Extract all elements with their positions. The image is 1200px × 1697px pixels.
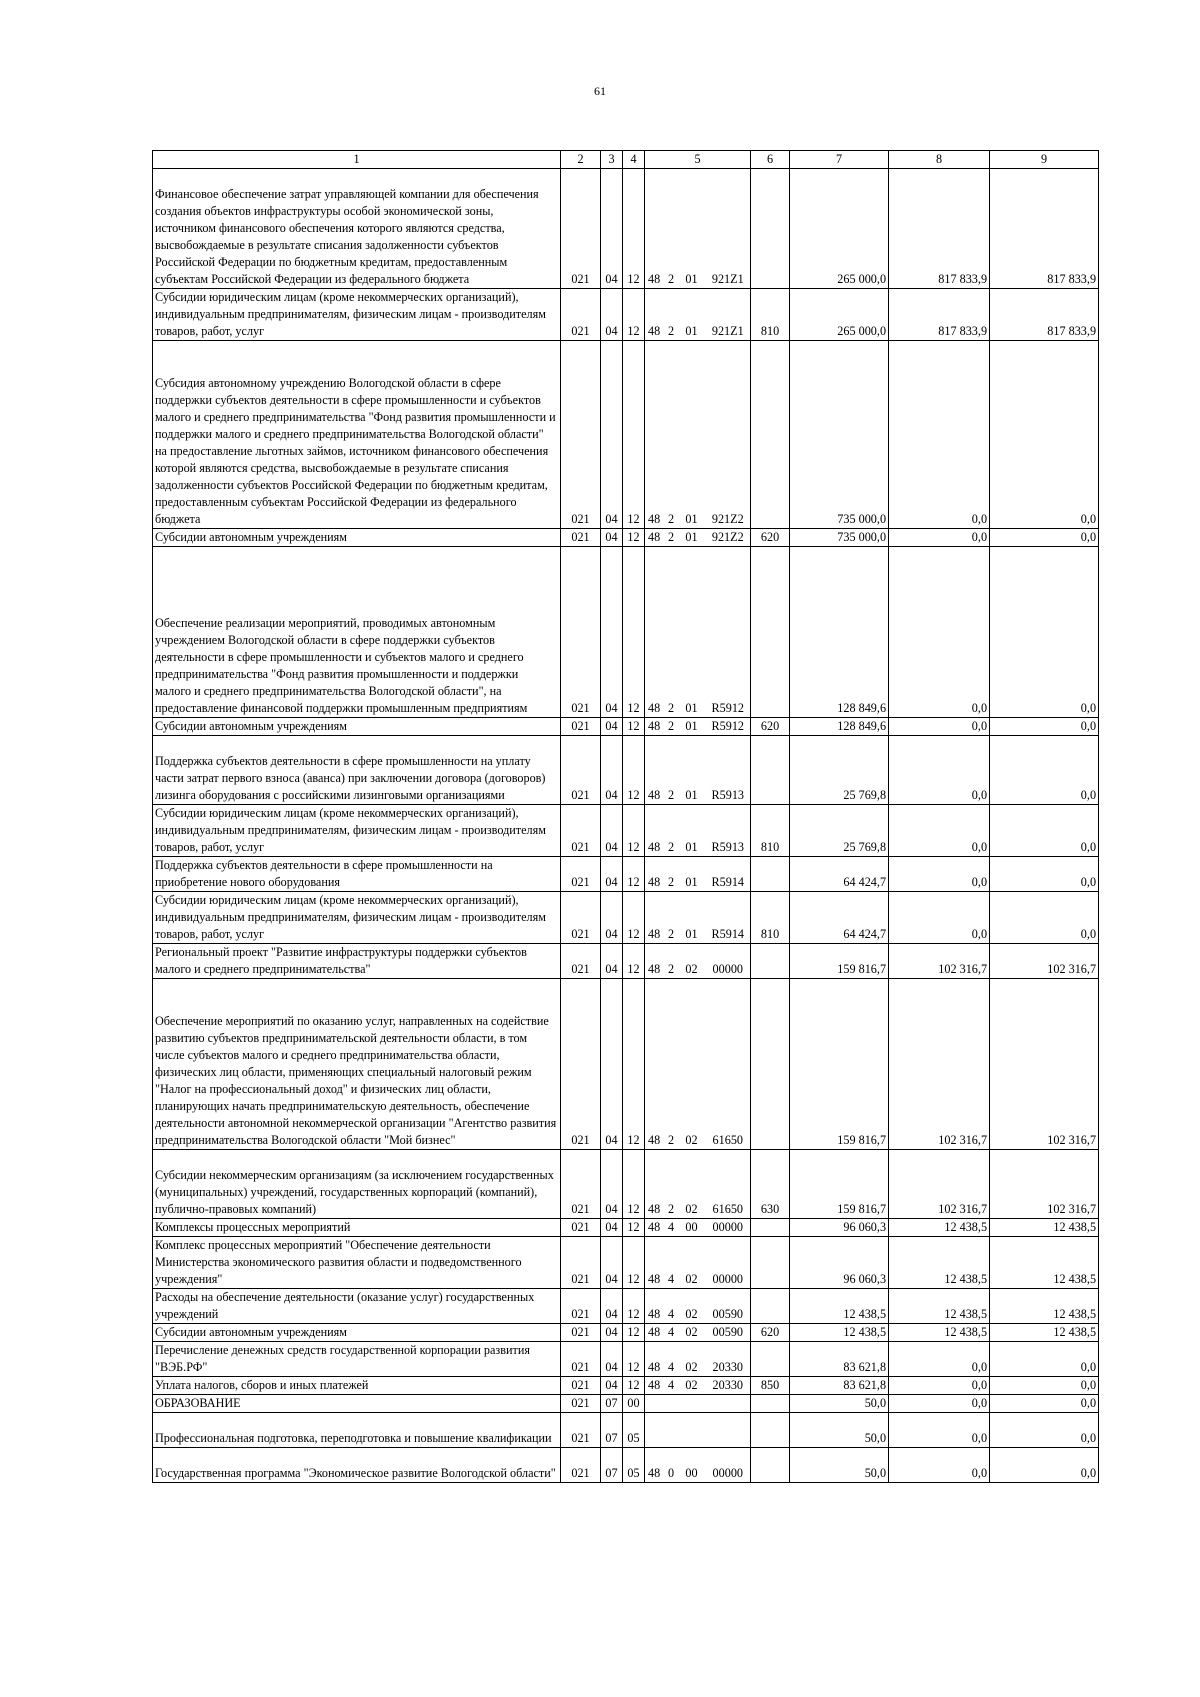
cell-grbs: 021 <box>561 857 601 892</box>
cell-grbs: 021 <box>561 1237 601 1289</box>
cell-amount-col7: 265 000,0 <box>790 289 889 341</box>
cell-amount-col8: 0,0 <box>889 857 990 892</box>
row-name: Субсидии автономным учреждениям <box>153 718 561 736</box>
cell-subsection: 12 <box>623 979 645 1150</box>
column-header-6: 6 <box>751 151 790 169</box>
cell-amount-col9: 0,0 <box>990 1448 1099 1483</box>
cell-amount-col7: 64 424,7 <box>790 857 889 892</box>
cell-subsection: 12 <box>623 1237 645 1289</box>
cell-target-subitem: 01 <box>678 289 706 341</box>
cell-amount-col9: 12 438,5 <box>990 1289 1099 1324</box>
row-name: Поддержка субъектов деятельности в сфере промышленности на уплату части затрат первого взноса (аванса) при заключении договора (договоров) лизинга оборудования с российскими лизинговыми организациями <box>153 736 561 805</box>
cell-amount-col9: 0,0 <box>990 718 1099 736</box>
cell-subsection: 12 <box>623 718 645 736</box>
cell-target-subitem: 01 <box>678 169 706 289</box>
table-header-row <box>153 151 1099 169</box>
cell-amount-col8: 102 316,7 <box>889 979 990 1150</box>
cell-subsection: 12 <box>623 341 645 529</box>
column-header-3: 3 <box>601 151 623 169</box>
row-name: Профессиональная подготовка, переподготовка и повышение квалификации <box>153 1413 561 1448</box>
cell-target-type: 4 <box>665 1219 678 1237</box>
table-row <box>153 1150 1099 1219</box>
cell-grbs: 021 <box>561 805 601 857</box>
cell-target-subitem: 00 <box>678 1448 706 1483</box>
cell-subsection: 12 <box>623 169 645 289</box>
cell-amount-col8: 0,0 <box>889 1342 990 1377</box>
cell-target-direction: 921Z2 <box>706 341 751 529</box>
cell-target-program <box>645 1413 665 1448</box>
cell-subsection: 12 <box>623 1219 645 1237</box>
cell-amount-col7: 159 816,7 <box>790 1150 889 1219</box>
cell-target-type: 4 <box>665 1324 678 1342</box>
cell-section: 04 <box>601 892 623 944</box>
cell-section: 07 <box>601 1448 623 1483</box>
table-row <box>153 289 1099 341</box>
cell-target-program: 48 <box>645 529 665 547</box>
cell-target-program: 48 <box>645 857 665 892</box>
cell-target-program: 48 <box>645 1150 665 1219</box>
cell-target-program: 48 <box>645 892 665 944</box>
cell-subsection: 12 <box>623 289 645 341</box>
cell-expense-type <box>751 341 790 529</box>
cell-grbs: 021 <box>561 1448 601 1483</box>
cell-expense-type <box>751 1395 790 1413</box>
cell-expense-type <box>751 1448 790 1483</box>
cell-expense-type <box>751 736 790 805</box>
cell-target-direction: 00000 <box>706 944 751 979</box>
cell-target-type: 4 <box>665 1289 678 1324</box>
cell-target-subitem: 02 <box>678 1342 706 1377</box>
row-name: Комплекс процессных мероприятий "Обеспечение деятельности Министерства экономического развития области и подведомственного учреждения" <box>153 1237 561 1289</box>
cell-target-direction: R5914 <box>706 857 751 892</box>
column-header-8: 8 <box>889 151 990 169</box>
cell-amount-col9: 817 833,9 <box>990 169 1099 289</box>
cell-amount-col8: 0,0 <box>889 1448 990 1483</box>
cell-amount-col7: 96 060,3 <box>790 1219 889 1237</box>
table-row <box>153 979 1099 1150</box>
cell-amount-col8: 12 438,5 <box>889 1237 990 1289</box>
cell-subsection: 12 <box>623 1377 645 1395</box>
cell-amount-col9: 0,0 <box>990 341 1099 529</box>
cell-expense-type: 620 <box>751 1324 790 1342</box>
cell-target-direction: 00590 <box>706 1289 751 1324</box>
cell-amount-col9: 0,0 <box>990 547 1099 718</box>
cell-target-program: 48 <box>645 1377 665 1395</box>
cell-amount-col7: 265 000,0 <box>790 169 889 289</box>
table-row <box>153 1219 1099 1237</box>
cell-subsection: 05 <box>623 1448 645 1483</box>
cell-grbs: 021 <box>561 169 601 289</box>
cell-target-direction <box>706 1395 751 1413</box>
cell-grbs: 021 <box>561 289 601 341</box>
cell-subsection: 12 <box>623 1289 645 1324</box>
cell-target-subitem: 02 <box>678 1324 706 1342</box>
cell-amount-col9: 102 316,7 <box>990 1150 1099 1219</box>
cell-subsection: 12 <box>623 1342 645 1377</box>
cell-section: 04 <box>601 979 623 1150</box>
cell-target-subitem <box>678 1395 706 1413</box>
cell-target-direction: 00000 <box>706 1237 751 1289</box>
cell-amount-col8: 0,0 <box>889 1377 990 1395</box>
table-row <box>153 892 1099 944</box>
cell-subsection: 12 <box>623 805 645 857</box>
cell-grbs: 021 <box>561 1395 601 1413</box>
cell-subsection: 12 <box>623 892 645 944</box>
cell-amount-col9: 12 438,5 <box>990 1324 1099 1342</box>
cell-amount-col8: 12 438,5 <box>889 1289 990 1324</box>
table-row <box>153 1413 1099 1448</box>
cell-section: 07 <box>601 1395 623 1413</box>
table-row <box>153 341 1099 529</box>
cell-section: 04 <box>601 547 623 718</box>
cell-amount-col8: 0,0 <box>889 892 990 944</box>
cell-section: 04 <box>601 1237 623 1289</box>
cell-target-direction: 61650 <box>706 1150 751 1219</box>
cell-amount-col7: 159 816,7 <box>790 944 889 979</box>
cell-target-type: 2 <box>665 718 678 736</box>
cell-section: 04 <box>601 736 623 805</box>
cell-target-program: 48 <box>645 341 665 529</box>
cell-target-program: 48 <box>645 718 665 736</box>
cell-amount-col8: 102 316,7 <box>889 1150 990 1219</box>
cell-amount-col9: 0,0 <box>990 1413 1099 1448</box>
cell-target-subitem: 01 <box>678 805 706 857</box>
cell-target-type: 2 <box>665 547 678 718</box>
cell-target-subitem: 02 <box>678 944 706 979</box>
budget-table <box>152 150 1099 1483</box>
cell-target-direction: R5914 <box>706 892 751 944</box>
cell-amount-col9: 0,0 <box>990 1342 1099 1377</box>
cell-amount-col7: 83 621,8 <box>790 1377 889 1395</box>
cell-target-direction: 20330 <box>706 1342 751 1377</box>
row-name: Региональный проект "Развитие инфраструктуры поддержки субъектов малого и среднего предпринимательства" <box>153 944 561 979</box>
cell-amount-col7: 50,0 <box>790 1395 889 1413</box>
row-name: Субсидии юридическим лицам (кроме некоммерческих организаций), индивидуальным предпринимателям, физическим лицам - производителям товаров, работ, услуг <box>153 892 561 944</box>
cell-grbs: 021 <box>561 736 601 805</box>
row-name: Субсидия автономному учреждению Вологодской области в сфере поддержки субъектов деятельности в сфере промышленности и субъектов малого и среднего предпринимательства "Фонд развития промышленности и поддержки малого и среднего предпринимательства Вологодской области" на предоставление льготных займов, источником финансового обеспечения которой являются средства, высвобождаемые в результате списания задолженности субъектов Российской Федерации по бюджетным кредитам, предоставленным субъектам Российской Федерации из федерального бюджета <box>153 341 561 529</box>
cell-amount-col8: 0,0 <box>889 341 990 529</box>
cell-amount-col7: 128 849,6 <box>790 547 889 718</box>
cell-amount-col7: 96 060,3 <box>790 1237 889 1289</box>
row-name: Субсидии юридическим лицам (кроме некоммерческих организаций), индивидуальным предпринимателям, физическим лицам - производителям товаров, работ, услуг <box>153 805 561 857</box>
cell-target-type <box>665 1395 678 1413</box>
cell-subsection: 12 <box>623 736 645 805</box>
cell-expense-type <box>751 944 790 979</box>
cell-subsection: 12 <box>623 857 645 892</box>
cell-target-subitem: 01 <box>678 529 706 547</box>
row-name: ОБРАЗОВАНИЕ <box>153 1395 561 1413</box>
cell-expense-type <box>751 1219 790 1237</box>
cell-expense-type <box>751 547 790 718</box>
row-name: Перечисление денежных средств государственной корпорации развития "ВЭБ.РФ" <box>153 1342 561 1377</box>
cell-grbs: 021 <box>561 1150 601 1219</box>
row-name: Субсидии некоммерческим организациям (за исключением государственных (муниципальных) учреждений, государственных корпораций (компаний), публично-правовых компаний) <box>153 1150 561 1219</box>
cell-section: 04 <box>601 1219 623 1237</box>
cell-grbs: 021 <box>561 547 601 718</box>
cell-amount-col7: 12 438,5 <box>790 1289 889 1324</box>
cell-target-program: 48 <box>645 979 665 1150</box>
cell-target-type: 2 <box>665 892 678 944</box>
table-row <box>153 169 1099 289</box>
column-header-5: 5 <box>645 151 751 169</box>
cell-target-direction: 921Z1 <box>706 169 751 289</box>
cell-section: 04 <box>601 289 623 341</box>
table-row <box>153 1289 1099 1324</box>
cell-amount-col9: 102 316,7 <box>990 944 1099 979</box>
cell-amount-col9: 0,0 <box>990 857 1099 892</box>
cell-grbs: 021 <box>561 979 601 1150</box>
column-header-4: 4 <box>623 151 645 169</box>
cell-target-direction: 20330 <box>706 1377 751 1395</box>
cell-expense-type <box>751 1413 790 1448</box>
table-row <box>153 1324 1099 1342</box>
cell-target-type: 2 <box>665 1150 678 1219</box>
cell-section: 04 <box>601 341 623 529</box>
cell-target-direction: 00000 <box>706 1448 751 1483</box>
cell-grbs: 021 <box>561 1377 601 1395</box>
cell-target-direction: 00000 <box>706 1219 751 1237</box>
cell-target-program: 48 <box>645 289 665 341</box>
cell-amount-col8: 0,0 <box>889 736 990 805</box>
cell-amount-col9: 12 438,5 <box>990 1237 1099 1289</box>
row-name: Субсидии автономным учреждениям <box>153 529 561 547</box>
cell-section: 04 <box>601 857 623 892</box>
cell-target-type: 4 <box>665 1237 678 1289</box>
cell-expense-type: 630 <box>751 1150 790 1219</box>
cell-target-subitem: 01 <box>678 547 706 718</box>
cell-target-subitem: 02 <box>678 979 706 1150</box>
cell-section: 04 <box>601 1324 623 1342</box>
table-row <box>153 1377 1099 1395</box>
table-row <box>153 736 1099 805</box>
cell-grbs: 021 <box>561 1324 601 1342</box>
cell-amount-col7: 83 621,8 <box>790 1342 889 1377</box>
cell-section: 04 <box>601 718 623 736</box>
table-row <box>153 1237 1099 1289</box>
table-row <box>153 857 1099 892</box>
cell-target-subitem: 01 <box>678 857 706 892</box>
cell-amount-col7: 735 000,0 <box>790 529 889 547</box>
cell-section: 04 <box>601 805 623 857</box>
cell-target-subitem: 02 <box>678 1289 706 1324</box>
cell-amount-col7: 12 438,5 <box>790 1324 889 1342</box>
cell-amount-col7: 50,0 <box>790 1448 889 1483</box>
column-header-2: 2 <box>561 151 601 169</box>
cell-target-direction: 921Z1 <box>706 289 751 341</box>
cell-target-type: 2 <box>665 805 678 857</box>
cell-target-subitem: 01 <box>678 736 706 805</box>
column-header-9: 9 <box>990 151 1099 169</box>
cell-amount-col7: 25 769,8 <box>790 736 889 805</box>
cell-grbs: 021 <box>561 1289 601 1324</box>
cell-target-program: 48 <box>645 547 665 718</box>
table-row <box>153 805 1099 857</box>
cell-amount-col7: 128 849,6 <box>790 718 889 736</box>
cell-amount-col8: 0,0 <box>889 718 990 736</box>
cell-amount-col7: 25 769,8 <box>790 805 889 857</box>
cell-amount-col9: 0,0 <box>990 1377 1099 1395</box>
cell-target-subitem: 02 <box>678 1377 706 1395</box>
cell-target-type: 2 <box>665 979 678 1150</box>
cell-target-subitem: 02 <box>678 1150 706 1219</box>
cell-target-direction: 921Z2 <box>706 529 751 547</box>
cell-target-direction: R5913 <box>706 805 751 857</box>
cell-target-program: 48 <box>645 1289 665 1324</box>
cell-amount-col9: 0,0 <box>990 805 1099 857</box>
cell-subsection: 12 <box>623 1324 645 1342</box>
cell-expense-type: 850 <box>751 1377 790 1395</box>
cell-amount-col8: 0,0 <box>889 805 990 857</box>
cell-target-program: 48 <box>645 1237 665 1289</box>
cell-target-program <box>645 1395 665 1413</box>
cell-target-subitem: 01 <box>678 718 706 736</box>
cell-amount-col7: 64 424,7 <box>790 892 889 944</box>
cell-expense-type <box>751 1342 790 1377</box>
cell-grbs: 021 <box>561 1219 601 1237</box>
row-name: Обеспечение мероприятий по оказанию услуг, направленных на содействие развитию субъектов предпринимательской деятельности области, в том числе субъектов малого и среднего предпринимательства области, физических лиц области, применяющих специальный налоговый режим "Налог на профессиональный доход" и физических лиц области, планирующих начать предпринимательскую деятельность, обеспечение деятельности автономной некоммерческой организации "Агентство развития предпринимательства Вологодской области "Мой бизнес" <box>153 979 561 1150</box>
cell-grbs: 021 <box>561 944 601 979</box>
cell-target-subitem: 00 <box>678 1219 706 1237</box>
cell-expense-type <box>751 979 790 1150</box>
cell-expense-type: 620 <box>751 718 790 736</box>
cell-grbs: 021 <box>561 1342 601 1377</box>
cell-target-type: 4 <box>665 1342 678 1377</box>
cell-subsection: 12 <box>623 529 645 547</box>
cell-amount-col9: 817 833,9 <box>990 289 1099 341</box>
cell-amount-col9: 0,0 <box>990 892 1099 944</box>
cell-amount-col9: 0,0 <box>990 529 1099 547</box>
row-name: Комплексы процессных мероприятий <box>153 1219 561 1237</box>
cell-section: 04 <box>601 1150 623 1219</box>
table-row <box>153 944 1099 979</box>
cell-amount-col8: 0,0 <box>889 1413 990 1448</box>
row-name: Финансовое обеспечение затрат управляющей компании для обеспечения создания объектов инфраструктуры особой экономической зоны, источником финансового обеспечения которого являются средства, высвобождаемые в результате списания задолженности субъектов Российской Федерации по бюджетным кредитам, предоставленным субъектам Российской Федерации из федерального бюджета <box>153 169 561 289</box>
page-number: 61 <box>594 84 606 98</box>
cell-grbs: 021 <box>561 718 601 736</box>
row-name: Субсидии юридическим лицам (кроме некоммерческих организаций), индивидуальным предпринимателям, физическим лицам - производителям товаров, работ, услуг <box>153 289 561 341</box>
cell-amount-col8: 12 438,5 <box>889 1324 990 1342</box>
cell-expense-type: 810 <box>751 805 790 857</box>
row-name: Поддержка субъектов деятельности в сфере промышленности на приобретение нового оборудования <box>153 857 561 892</box>
cell-target-direction: 61650 <box>706 979 751 1150</box>
cell-section: 04 <box>601 1377 623 1395</box>
cell-amount-col8: 817 833,9 <box>889 289 990 341</box>
cell-section: 04 <box>601 944 623 979</box>
cell-target-program: 48 <box>645 1219 665 1237</box>
row-name: Обеспечение реализации мероприятий, проводимых автономным учреждением Вологодской области в сфере поддержки субъектов деятельности в сфере промышленности и субъектов малого и среднего предпринимательства "Фонд развития промышленности и поддержки малого и среднего предпринимательства Вологодской области", на предоставление финансовой поддержки промышленным предприятиям <box>153 547 561 718</box>
cell-target-type: 2 <box>665 289 678 341</box>
table-row <box>153 1342 1099 1377</box>
cell-target-type: 2 <box>665 736 678 805</box>
cell-amount-col8: 0,0 <box>889 529 990 547</box>
table-row <box>153 529 1099 547</box>
cell-amount-col7: 735 000,0 <box>790 341 889 529</box>
cell-expense-type <box>751 169 790 289</box>
cell-expense-type: 620 <box>751 529 790 547</box>
cell-grbs: 021 <box>561 892 601 944</box>
row-name: Субсидии автономным учреждениям <box>153 1324 561 1342</box>
cell-section: 04 <box>601 529 623 547</box>
cell-amount-col9: 0,0 <box>990 736 1099 805</box>
cell-target-program: 48 <box>645 1324 665 1342</box>
cell-subsection: 12 <box>623 1150 645 1219</box>
cell-section: 04 <box>601 1342 623 1377</box>
cell-amount-col8: 0,0 <box>889 547 990 718</box>
cell-target-direction: R5912 <box>706 547 751 718</box>
row-name: Государственная программа "Экономическое развитие Вологодской области" <box>153 1448 561 1483</box>
table-row <box>153 1448 1099 1483</box>
cell-expense-type <box>751 1289 790 1324</box>
cell-target-type: 0 <box>665 1448 678 1483</box>
cell-grbs: 021 <box>561 1413 601 1448</box>
row-name: Расходы на обеспечение деятельности (оказание услуг) государственных учреждений <box>153 1289 561 1324</box>
cell-target-program: 48 <box>645 1448 665 1483</box>
cell-target-type: 2 <box>665 944 678 979</box>
cell-target-type <box>665 1413 678 1448</box>
cell-target-type: 2 <box>665 529 678 547</box>
cell-amount-col7: 159 816,7 <box>790 979 889 1150</box>
cell-grbs: 021 <box>561 341 601 529</box>
cell-amount-col8: 12 438,5 <box>889 1219 990 1237</box>
cell-subsection: 00 <box>623 1395 645 1413</box>
cell-grbs: 021 <box>561 529 601 547</box>
cell-target-direction: 00590 <box>706 1324 751 1342</box>
row-name: Уплата налогов, сборов и иных платежей <box>153 1377 561 1395</box>
table-row <box>153 718 1099 736</box>
cell-target-program: 48 <box>645 736 665 805</box>
cell-expense-type <box>751 857 790 892</box>
cell-target-subitem: 01 <box>678 892 706 944</box>
cell-target-direction <box>706 1413 751 1448</box>
cell-target-type: 2 <box>665 169 678 289</box>
column-header-1: 1 <box>153 151 561 169</box>
column-header-7: 7 <box>790 151 889 169</box>
cell-subsection: 05 <box>623 1413 645 1448</box>
table-row <box>153 547 1099 718</box>
cell-amount-col8: 0,0 <box>889 1395 990 1413</box>
cell-target-subitem <box>678 1413 706 1448</box>
cell-target-program: 48 <box>645 944 665 979</box>
table-row <box>153 1395 1099 1413</box>
cell-target-type: 2 <box>665 341 678 529</box>
cell-amount-col8: 817 833,9 <box>889 169 990 289</box>
cell-expense-type: 810 <box>751 892 790 944</box>
cell-target-direction: R5913 <box>706 736 751 805</box>
cell-section: 04 <box>601 169 623 289</box>
cell-amount-col7: 50,0 <box>790 1413 889 1448</box>
cell-target-type: 4 <box>665 1377 678 1395</box>
cell-amount-col9: 102 316,7 <box>990 979 1099 1150</box>
cell-target-type: 2 <box>665 857 678 892</box>
cell-target-program: 48 <box>645 805 665 857</box>
cell-target-direction: R5912 <box>706 718 751 736</box>
cell-target-program: 48 <box>645 1342 665 1377</box>
table-body <box>153 169 1099 1483</box>
cell-expense-type <box>751 1237 790 1289</box>
cell-subsection: 12 <box>623 944 645 979</box>
cell-target-subitem: 01 <box>678 341 706 529</box>
cell-subsection: 12 <box>623 547 645 718</box>
cell-amount-col8: 102 316,7 <box>889 944 990 979</box>
cell-expense-type: 810 <box>751 289 790 341</box>
cell-amount-col9: 12 438,5 <box>990 1219 1099 1237</box>
cell-target-program: 48 <box>645 169 665 289</box>
cell-target-subitem: 02 <box>678 1237 706 1289</box>
cell-amount-col9: 0,0 <box>990 1395 1099 1413</box>
cell-section: 07 <box>601 1413 623 1448</box>
cell-section: 04 <box>601 1289 623 1324</box>
